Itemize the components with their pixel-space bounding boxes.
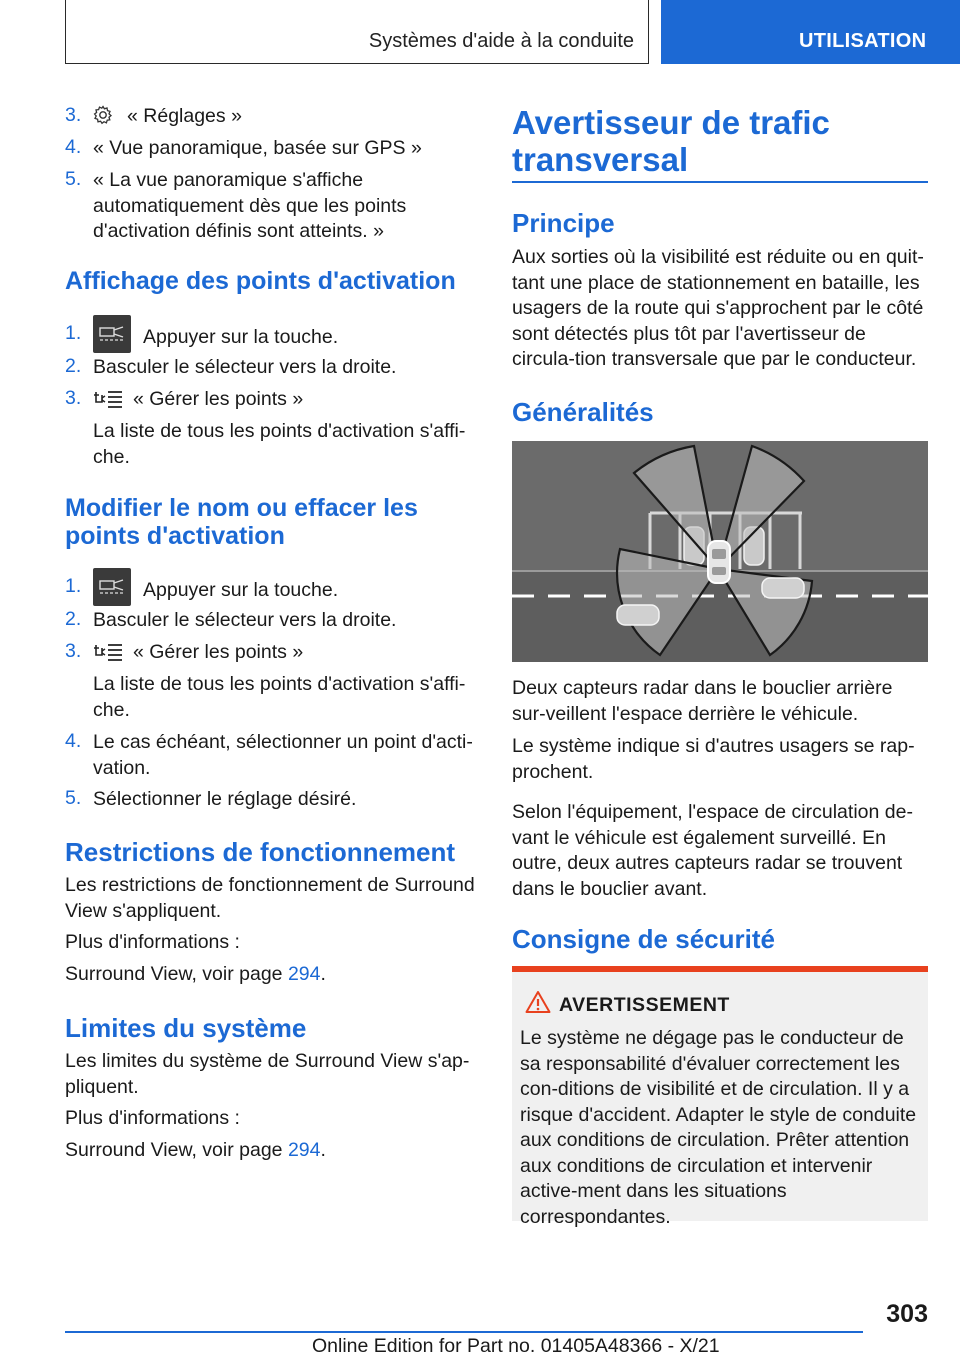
page-link[interactable]: 294 [287,1139,321,1161]
generalites-text-2: Le système indique si d'autres usagers se rap-prochent. [512,735,915,783]
limites-more-info: Plus d'informations : [65,1107,240,1129]
warning-text: Le système ne dégage pas le conducteur de sa responsabilité d'évaluer correctement les con-ditions de visibilité et de circulation. Il y a risque d'accident. Adapter le style de conduite aux conditions de circulation. Prêter attention aux conditions de circulation et intervenir active-ment dans les situations correspondantes. [520,1027,917,1228]
list-points-icon [93,389,123,409]
title-underline [512,181,928,183]
restrictions-more-info: Plus d'informations : [65,931,240,953]
heading-restrictions: Restrictions de fonctionnement [65,837,456,867]
section-label: UTILISATION [799,30,927,52]
list-item-text: « Gérer les points » [133,641,304,663]
generalites-text-1: Deux capteurs radar dans le bouclier arrière sur-veillent l'espace derrière le véhicule. [512,677,893,725]
camera-button-icon [93,568,131,606]
list-points-icon [93,642,123,662]
gear-icon [93,105,113,125]
list-item-text: Le cas échéant, sélectionner un point d'acti-vation. [93,731,473,779]
restrictions-text: Les restrictions de fonctionnement de Surround View s'appliquent. [65,874,475,922]
heading-modifier: Modifier le nom ou effacer les points d'activation [65,494,418,550]
footer-edition: Online Edition for Part no. 01405A48366 - X/21 [312,1335,720,1357]
generalites-text-3: Selon l'équipement, l'espace de circulation de-vant le véhicule est également surveillé. En outre, deux autres capteurs radar se trouvent dans le bouclier avant. [512,801,913,900]
warning-box [512,972,928,1228]
heading-principe: Principe [512,208,615,238]
list-item-text: « Réglages » [127,105,242,127]
heading-generalites: Généralités [512,397,654,427]
warning-triangle-icon [525,990,551,1014]
header-section-tab[interactable] [661,0,960,64]
heading-affichage: Affichage des points d'activation [65,267,456,295]
list-item-text: Sélectionner le réglage désiré. [93,788,357,810]
heading-limites: Limites du système [65,1013,307,1043]
limites-reference: Surround View, voir page 294. [65,1139,326,1161]
restrictions-reference: Surround View, voir page 294. [65,963,326,985]
list-item-text: « Vue panoramique, basée sur GPS » [93,137,422,159]
header-chapter-box [65,0,649,64]
heading-consigne: Consigne de sécurité [512,924,775,954]
cross-traffic-illustration [512,441,928,662]
footer-divider [65,1331,863,1333]
page-main-title: Avertisseur de trafic transversal [512,104,830,178]
page-link[interactable]: 294 [287,963,321,985]
list-item-text: Basculer le sélecteur vers la droite. [93,609,397,631]
page-number: 303 [886,1300,928,1328]
chapter-title: Systèmes d'aide à la conduite [368,30,634,52]
list-item-text: La liste de tous les points d'activation s'affi-che. [93,420,466,468]
limites-text: Les limites du système de Surround View s'ap-pliquent. [65,1050,470,1098]
principe-text: Aux sorties où la visibilité est réduite ou en quit-tant une place de stationnement en bataille, les usagers de la route qui s'approchent par le côté sont détectés plus tôt par l'avertisseur de circula-tion transversale que par le conducteur. [512,246,924,370]
camera-button-icon [93,315,131,353]
warning-title: AVERTISSEMENT [559,994,730,1016]
list-item-text: Basculer le sélecteur vers la droite. [93,356,397,378]
list-item-text: « Gérer les points » [133,388,304,410]
list-item-text: Appuyer sur la touche. [143,579,339,601]
list-item-text: « La vue panoramique s'affiche automatiquement dès que les points d'activation définis sont atteints. » [93,169,407,242]
list-item-text: La liste de tous les points d'activation s'affi-che. [93,673,466,721]
list-item-text: Appuyer sur la touche. [143,326,339,348]
